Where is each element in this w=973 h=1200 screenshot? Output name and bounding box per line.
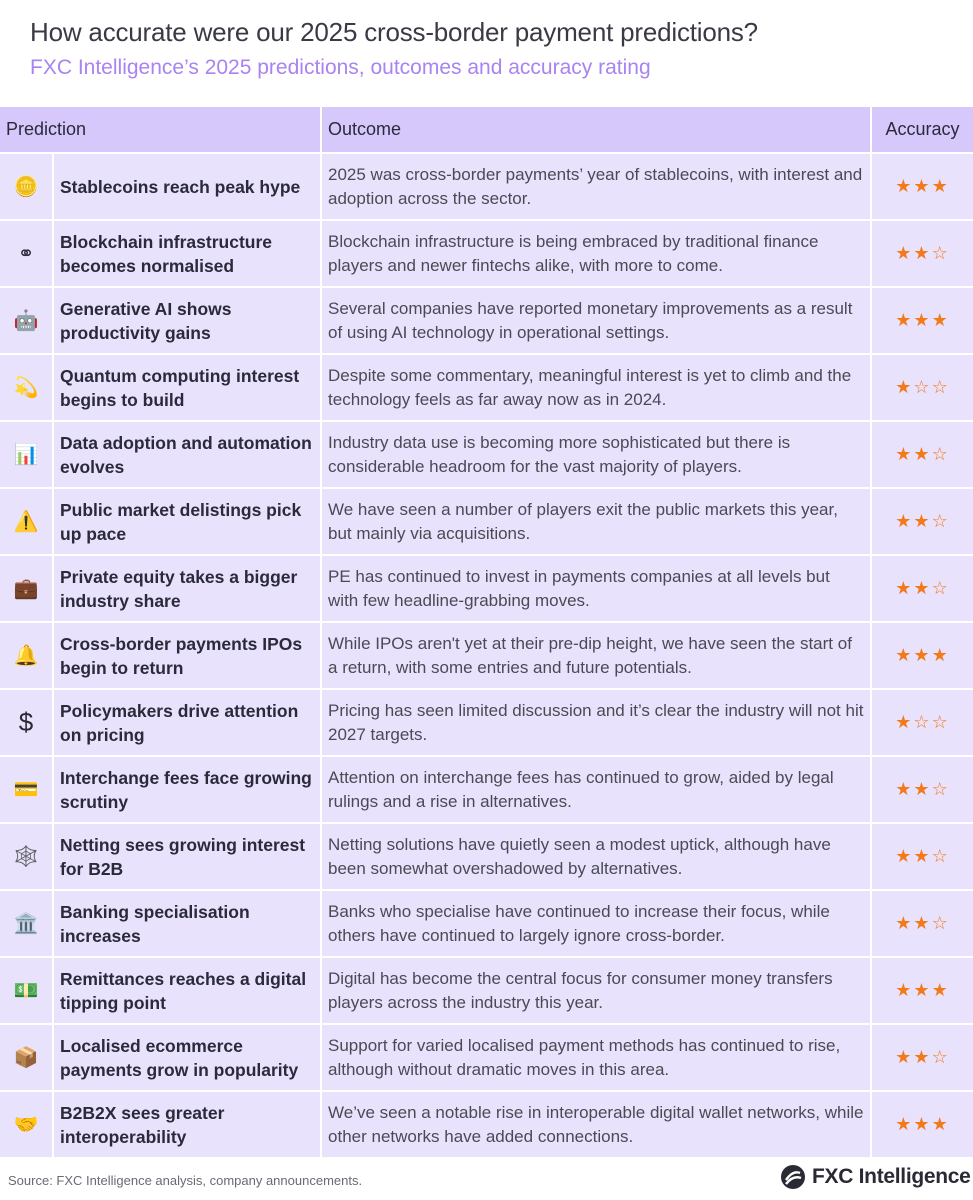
outcome-text: Attention on interchange fees has continued to grow, aided by legal rulings and a rise in alternatives.	[321, 756, 871, 823]
table-row	[0, 153, 973, 220]
page-subtitle: FXC Intelligence’s 2025 predictions, outcomes and accuracy rating	[30, 56, 651, 79]
accuracy-rating: ★★★	[871, 1091, 973, 1157]
row-icon-cell	[0, 1024, 53, 1091]
row-icon-cell	[0, 689, 53, 756]
accuracy-rating: ★☆☆	[871, 354, 973, 421]
header	[30, 14, 960, 83]
row-icon-cell	[0, 1091, 53, 1157]
row-icon-cell	[0, 354, 53, 421]
prediction-text: Blockchain infrastructure becomes normalised	[53, 220, 321, 287]
table-row	[0, 1024, 973, 1091]
accuracy-rating: ★☆☆	[871, 689, 973, 756]
row-icon-cell	[0, 153, 53, 220]
table-row	[0, 689, 973, 756]
accuracy-rating: ★★☆	[871, 488, 973, 555]
prediction-text: B2B2X sees greater interoperability	[53, 1091, 321, 1157]
row-icon-cell	[0, 823, 53, 890]
table-row	[0, 957, 973, 1024]
prediction-text: Public market delistings pick up pace	[53, 488, 321, 555]
table-row	[0, 220, 973, 287]
prediction-text: Netting sees growing interest for B2B	[53, 823, 321, 890]
row-icon-cell	[0, 488, 53, 555]
accuracy-rating: ★★☆	[871, 890, 973, 957]
table-row	[0, 622, 973, 689]
prediction-text: Policymakers drive attention on pricing	[53, 689, 321, 756]
outcome-text: Blockchain infrastructure is being embraced by traditional finance players and newer fintechs alike, with more to come.	[321, 220, 871, 287]
handshake-icon: 🤝	[13, 1113, 39, 1136]
prediction-text: Interchange fees face growing scrutiny	[53, 756, 321, 823]
brand-name: FXC Intelligence	[812, 1165, 971, 1188]
accuracy-rating: ★★☆	[871, 756, 973, 823]
prediction-text: Private equity takes a bigger industry share	[53, 555, 321, 622]
prediction-text: Generative AI shows productivity gains	[53, 287, 321, 354]
dollar-icon: $	[18, 707, 34, 737]
row-icon-cell	[0, 220, 53, 287]
bar-chart-icon: 📊	[13, 443, 39, 466]
source-note: Source: FXC Intelligence analysis, company announcements.	[8, 1173, 363, 1188]
outcome-text: We’ve seen a notable rise in interoperable digital wallet networks, while other networks have added connections.	[321, 1091, 871, 1157]
warning-icon: ⚠️	[13, 510, 39, 533]
outcome-text: Pricing has seen limited discussion and it’s clear the industry will not hit 2027 targets.	[321, 689, 871, 756]
outcome-text: 2025 was cross-border payments’ year of stablecoins, with interest and adoption across the sector.	[321, 153, 871, 220]
page-title: How accurate were our 2025 cross-border payment predictions?	[30, 17, 758, 47]
row-icon-cell	[0, 421, 53, 488]
outcome-text: Despite some commentary, meaningful interest is yet to climb and the technology feels as far away now as in 2024.	[321, 354, 871, 421]
brand-logo	[780, 1164, 971, 1190]
fxc-logo-icon	[780, 1164, 806, 1190]
table-row	[0, 354, 973, 421]
prediction-text: Banking specialisation increases	[53, 890, 321, 957]
column-header-outcome: Outcome	[321, 107, 871, 153]
outcome-text: Several companies have reported monetary improvements as a result of using AI technology in operational settings.	[321, 287, 871, 354]
credit-card-icon: 💳	[13, 778, 39, 801]
shooting-star-icon: 💫	[13, 376, 39, 399]
outcome-text: Digital has become the central focus for consumer money transfers players across the industry this year.	[321, 957, 871, 1024]
row-icon-cell	[0, 890, 53, 957]
prediction-text: Stablecoins reach peak hype	[53, 153, 321, 220]
bank-icon: 🏛️	[13, 912, 39, 935]
row-icon-cell	[0, 622, 53, 689]
chain-links-icon: ⚭	[17, 242, 35, 265]
table-row	[0, 823, 973, 890]
briefcase-icon: 💼	[13, 577, 39, 600]
accuracy-rating: ★★★	[871, 153, 973, 220]
predictions-table	[0, 107, 973, 1157]
outcome-text: While IPOs aren't yet at their pre-dip height, we have seen the start of a return, with some entries and future potentials.	[321, 622, 871, 689]
column-header-prediction: Prediction	[0, 107, 321, 153]
table-row	[0, 756, 973, 823]
prediction-text: Localised ecommerce payments grow in popularity	[53, 1024, 321, 1091]
accuracy-rating: ★★☆	[871, 1024, 973, 1091]
outcome-text: Support for varied localised payment methods has continued to rise, although without dramatic moves in this area.	[321, 1024, 871, 1091]
prediction-text: Remittances reaches a digital tipping point	[53, 957, 321, 1024]
prediction-text: Quantum computing interest begins to build	[53, 354, 321, 421]
coin-icon: 🪙	[13, 175, 39, 198]
accuracy-rating: ★★☆	[871, 555, 973, 622]
outcome-text: We have seen a number of players exit the public markets this year, but mainly via acquisitions.	[321, 488, 871, 555]
table-row	[0, 890, 973, 957]
accuracy-rating: ★★☆	[871, 421, 973, 488]
prediction-text: Cross-border payments IPOs begin to return	[53, 622, 321, 689]
outcome-text: Netting solutions have quietly seen a modest uptick, although have been somewhat overshadowed by alternatives.	[321, 823, 871, 890]
row-icon-cell	[0, 957, 53, 1024]
accuracy-rating: ★★★	[871, 622, 973, 689]
bell-icon: 🔔	[13, 644, 39, 667]
accuracy-rating: ★★☆	[871, 220, 973, 287]
spider-web-icon: 🕸️	[13, 845, 39, 868]
column-header-accuracy: Accuracy	[871, 107, 973, 153]
row-icon-cell	[0, 287, 53, 354]
table-body	[0, 153, 973, 1157]
table-row	[0, 421, 973, 488]
package-icon: 📦	[13, 1046, 39, 1069]
outcome-text: Banks who specialise have continued to increase their focus, while others have continued to largely ignore cross-border.	[321, 890, 871, 957]
table-row	[0, 488, 973, 555]
row-icon-cell	[0, 756, 53, 823]
accuracy-rating: ★★☆	[871, 823, 973, 890]
outcome-text: PE has continued to invest in payments companies at all levels but with few headline-grabbing moves.	[321, 555, 871, 622]
banknote-icon: 💵	[13, 979, 39, 1002]
outcome-text: Industry data use is becoming more sophisticated but there is considerable headroom for the vast majority of players.	[321, 421, 871, 488]
robot-icon: 🤖	[13, 309, 39, 332]
table-row	[0, 1091, 973, 1157]
table-row	[0, 555, 973, 622]
prediction-text: Data adoption and automation evolves	[53, 421, 321, 488]
table-header-row	[0, 107, 973, 153]
table-row	[0, 287, 973, 354]
accuracy-rating: ★★★	[871, 287, 973, 354]
row-icon-cell	[0, 555, 53, 622]
accuracy-rating: ★★★	[871, 957, 973, 1024]
